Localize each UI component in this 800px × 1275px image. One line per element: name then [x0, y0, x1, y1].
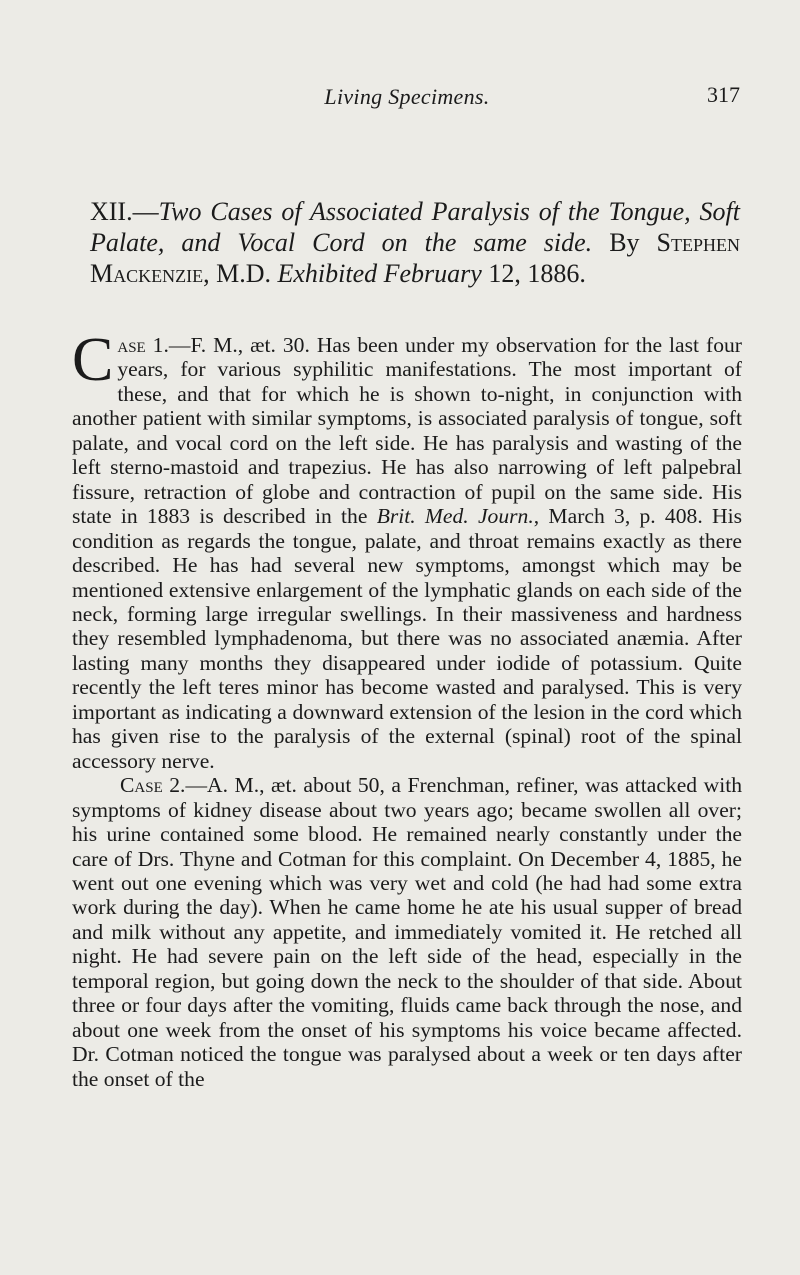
case-1-lead: ase 1.: [117, 333, 169, 357]
case-2-text: —A. M., æt. about 50, a Frenchman, refiner, was attacked with symptoms of kidney disease about two years ago; became swollen all over; his urine contained some blood. He remained nearly constantly under the care of Drs. Thyne and Cotman for this complaint. On December 4, 1885, he went out one evening which was very wet and cold (he had had some extra work during the day). When he came home he ate his usual supper of bread and milk without any appetite, and immediately vomited it. He retched all night. He had severe pain on the left side of the head, especially in the temporal region, but going down the neck to the shoulder of that side. About three or four days after the vomiting, fluids came back through the nose, and about one week from the onset of his symptoms his voice became affected. Dr. Cotman noticed the tongue was paralysed about a week or ten days after the onset of the: [72, 773, 742, 1091]
body-text: [72, 326, 742, 1091]
journal-citation: Brit. Med. Journ.: [376, 504, 534, 529]
case-1-text-a: —F. M., æt. 30. Has been under my observation for the last four years, for various syphilitic manifestations. The most important of these, and that for which he is shown to-night, in conjunction with another patient with similar symptoms, is associated paralysis of tongue, soft palate, and vocal cord on the left side. He has paralysis and wasting of the left sterno-mastoid and trapezius. He has also narrowing of left palpebral fissure, retraction of globe and contraction of pupil on the same side. His state in 1883 is described in the: [72, 333, 742, 529]
article-number: XII.—: [90, 197, 159, 226]
author-name: Stephen Mackenzie, M.D.: [90, 228, 740, 288]
exhibited-label: Exhibited February: [277, 259, 482, 288]
page-header: [72, 84, 742, 114]
article-heading: [90, 196, 740, 289]
page-number: 317: [707, 82, 740, 107]
case-1-text-b: , March 3, p. 408. His condition as regards the tongue, palate, and throat remains exactly as there described. He has had several new symptoms, amongst which may be mentioned extensive enlargement of the lymphatic glands on each side of the neck, forming large irregular swellings. In their massiveness and hardness they resembled lymphadenoma, but there was no associated anæmia. After lasting many months they disappeared under iodide of potassium. Quite recently the left teres minor has become wasted and paralysed. This is very important as indicating a downward extension of the lesion in the cord which has given rise to the paralysis of the external (spinal) root of the spinal accessory nerve.: [72, 504, 742, 773]
case-1-paragraph: [72, 326, 742, 773]
byline-by: By: [609, 228, 640, 257]
article-title: Two Cases of Associated Paralysis of the Tongue, Soft Palate, and Vocal Cord on the same side.: [90, 197, 740, 257]
case-2-lead: Case 2.: [120, 773, 186, 798]
case-2-paragraph: [72, 773, 742, 1091]
running-title: Living Specimens.: [324, 84, 490, 109]
drop-cap: C: [72, 326, 114, 394]
exhibited-date: 12, 1886.: [488, 259, 586, 288]
